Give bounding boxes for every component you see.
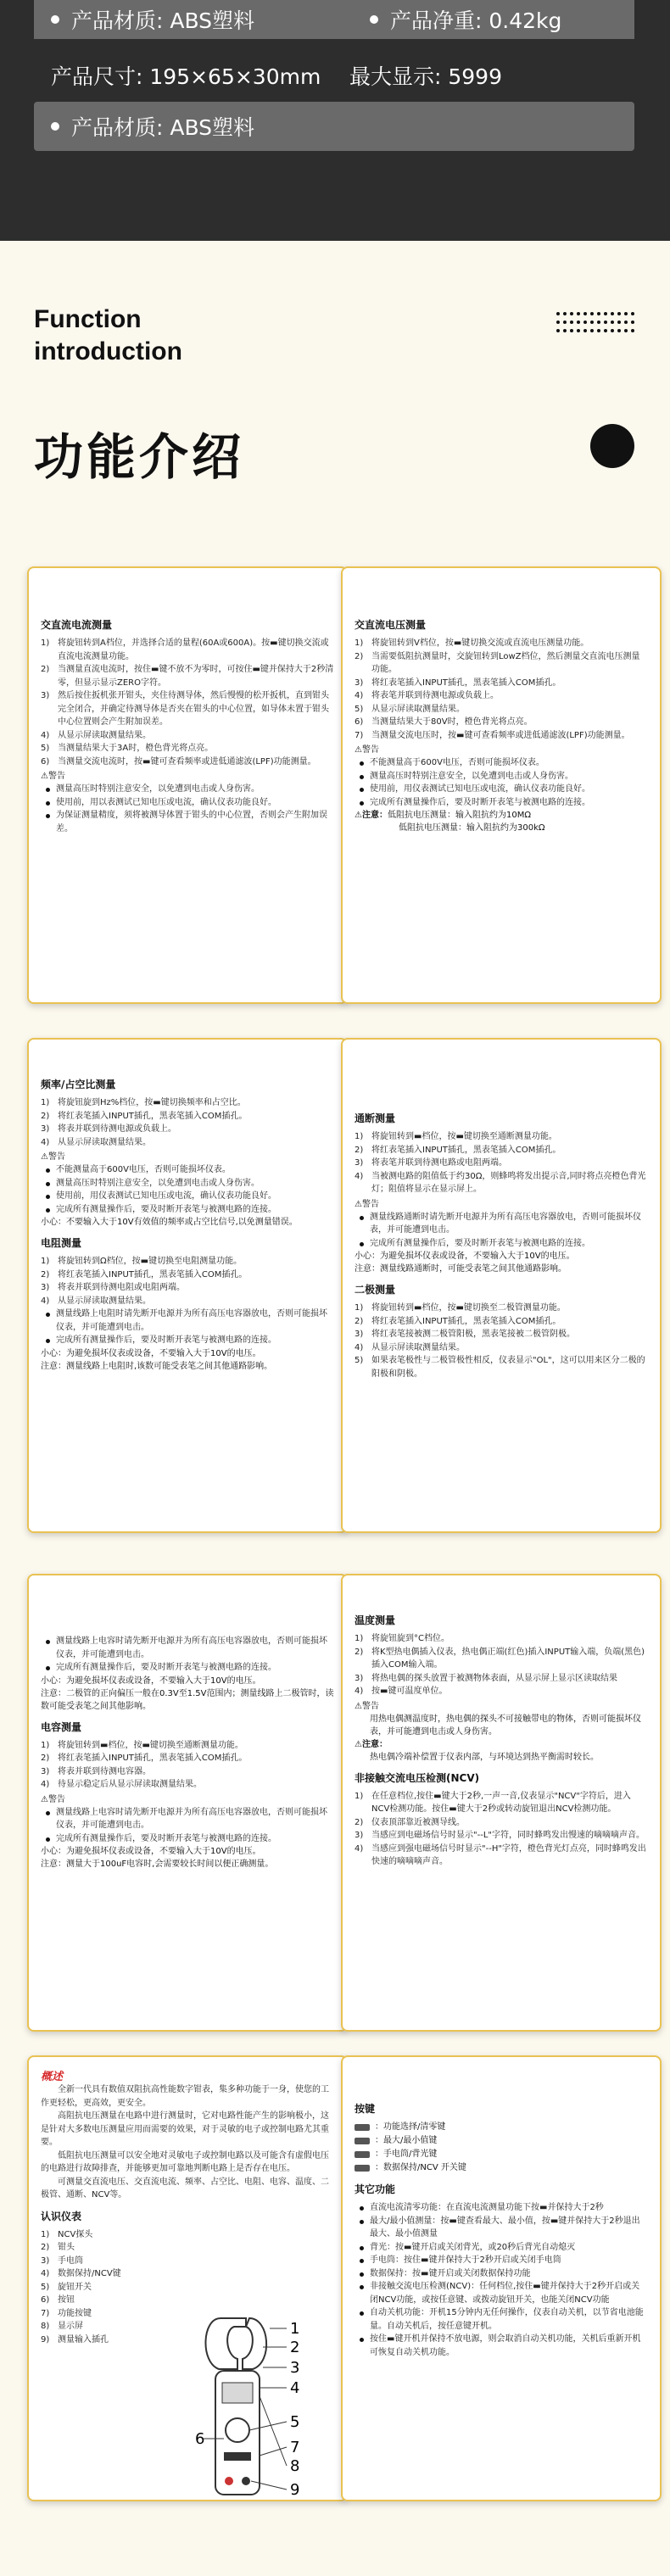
dot-icon <box>624 312 628 315</box>
warning-list <box>41 1308 334 1347</box>
callout-number: 8 <box>290 2457 300 2475</box>
caution-note: 小心：为避免损坏仪表或设备，不要输入大于10V的电压。 <box>355 1252 575 1261</box>
paragraph: 可测量交直流电压、交直流电流、频率、占空比、电阻、电容、温度、二极管、通断、NCV等。 <box>41 2177 329 2200</box>
dot-icon <box>624 329 628 332</box>
paragraph: 低阻抗电压测量可以安全地对灵敏电子或控制电路以及可能含有虚假电压的电路进行故障排查，并能够更加可靠地判断电路上是否存在电压。 <box>41 2150 329 2173</box>
list-item: 4) 当被测电路的阻值低于约30Ω，则蜂鸣将发出提示音,同时将点亮橙色背光灯；阻值将显示在显示屏上。 <box>355 1171 646 1194</box>
warning-label: ⚠警告 <box>41 1152 65 1162</box>
bullet-icon <box>51 122 59 131</box>
list-item: 不能测量高于600V电压，否则可能损坏仪表。 <box>355 756 648 770</box>
key-icon <box>355 2165 370 2172</box>
list-item: 1) 将旋钮转到A档位，并选择合适的量程(60A或600A)。按▬键切换交流或直流电流测量功能。 <box>41 638 329 661</box>
dot-icon <box>590 312 594 315</box>
list-item: 5) 当测量结果大于3A时，橙色背光将点亮。 <box>41 744 214 753</box>
warning-text: 用热电偶测温度时，热电偶的探头不可接触带电的物体，否则可能损坏仪表，并可能遭到电击或人身伤害。 <box>370 1714 641 1737</box>
spec-max-display: 最大显示: 5999 <box>349 64 502 89</box>
bullet-icon <box>51 15 59 24</box>
list-item: 2) 将红表笔插入INPUT插孔，黑表笔插入COM插孔。 <box>41 1111 248 1121</box>
list-item: 测量高压时特别注意安全，以免遭到电击或人身伤害。 <box>41 1177 334 1190</box>
card-title: 电容测量 <box>41 1720 82 1733</box>
list-item: 5) 旋钮开关 <box>41 2282 92 2292</box>
card-title: 交直流电压测量 <box>355 619 427 631</box>
step-list <box>41 1739 334 1792</box>
warning-list <box>355 1211 648 1251</box>
dot-icon <box>556 312 560 315</box>
caution-note: 小心：为避免损坏仪表或设备，不要输入大于10V的电压。 <box>41 1847 261 1856</box>
list-item: 1) 将旋钮转到▬档位，按▬键切换至通断测量功能。 <box>355 1132 557 1141</box>
list-item: 1) 将旋钮转到▬档位，按▬键切换至通断测量功能。 <box>41 1740 243 1750</box>
list-item: 自动关机功能：开机15分钟内无任何操作，仪表自动关机，以节省电池能量。自动关机后，按任意键开机。 <box>355 2306 648 2333</box>
dot-icon <box>631 312 634 315</box>
dot-icon <box>583 312 587 315</box>
warning-list <box>355 756 648 809</box>
warning-label: ⚠警告 <box>41 772 65 781</box>
warning-label: ⚠警告 <box>355 1701 379 1711</box>
dot-icon <box>597 329 600 332</box>
list-item: 2) 将红表笔插入INPUT插孔，黑表笔插入COM插孔。 <box>355 1145 561 1155</box>
note-text: 热电偶冷端补偿置于仪表内部，与环境达到热平衡需时较长。 <box>370 1752 599 1762</box>
note: 注意：测量大于100uF电容时,会需要较长时间以便正确测量。 <box>41 1860 274 1869</box>
note: 注意：测量线路上电阻时,该数可能受表笔之间其他通路影响。 <box>41 1361 273 1371</box>
callout-number: 7 <box>290 2439 300 2456</box>
dot-icon <box>556 321 560 324</box>
list-item: 5) 从显示屏读取测量结果。 <box>355 704 465 714</box>
list-item: 2) 当需要低阻抗测量时，交旋钮转到LowZ档位，然后测量交直流电压测量功能。 <box>355 651 640 674</box>
key-row: ：数据保持/NCV 开关键 <box>355 2161 648 2175</box>
list-item: 2) 当测量直流电流时，按住▬键不放不为零时，可按住▬键并保持大于2秒清零，但显示显示ZERO字符。 <box>41 665 334 688</box>
key-icon <box>355 2151 370 2158</box>
card-continuity <box>341 1038 662 1533</box>
overview-title: 概述 <box>41 2071 64 2083</box>
feature-list <box>355 2201 648 2359</box>
spec-row-1 <box>34 0 634 39</box>
warning-icon: ⚠ <box>355 1739 362 1749</box>
list-item: 数据保持：按▬键开启或关闭数据保持功能 <box>355 2267 648 2281</box>
note: 注意：二极管的正向偏压一般在0.3V至1.5V范围内；测量线路上二极管时，读数可能受表笔之间其他影响。 <box>41 1688 334 1711</box>
caution-note: 小心：为避免损坏仪表或设备，不要输入大于10V的电压。 <box>41 1676 261 1686</box>
warning-list <box>41 1163 334 1216</box>
key-row: ：功能选择/清零键 <box>355 2121 648 2134</box>
card-overview <box>27 2055 348 2501</box>
warning-label: ⚠警告 <box>355 1199 379 1209</box>
list-item: 1) 将旋钮转到Ω档位，按▬键切换至电阻测量功能。 <box>41 1257 243 1266</box>
list-item: 背光：按▬键开启或关闭背光，或20秒后背光自动熄灭 <box>355 2241 648 2255</box>
list-item: 7) 功能按键 <box>41 2308 92 2318</box>
dot-icon <box>631 329 634 332</box>
card-current <box>27 566 348 1004</box>
list-item: 2) 钳头 <box>41 2243 75 2252</box>
list-item: 1) 在任意档位,按住▬键大于2秒,一声一音,仪表显示"NCV"字符后，进入NCV检测功能。按住▬键大于2秒或转动旋钮退出NCV检测功能。 <box>355 1791 631 1814</box>
card-capacitance <box>27 1574 348 2032</box>
dot-icon <box>577 329 580 332</box>
dot-grid-decoration <box>556 312 638 337</box>
card-title: 频率/占空比测量 <box>41 1079 116 1090</box>
dot-icon <box>556 329 560 332</box>
dot-icon <box>590 329 594 332</box>
dot-icon <box>597 321 600 324</box>
list-item: 6) 按钮 <box>41 2295 75 2305</box>
dot-icon <box>570 329 573 332</box>
list-item: 1) NCV探头 <box>41 2229 93 2239</box>
list-item: 按住▬键开机并保持不放电源，则会取消自动关机功能，关机后重新开机可恢复自动关机功能。 <box>355 2333 648 2359</box>
dot-icon <box>617 312 621 315</box>
dot-icon <box>611 329 614 332</box>
section-title: 其它功能 <box>355 2183 396 2195</box>
list-item: 非接触交流电压检测(NCV)：任何档位,按住▬键并保持大于2秒开启或关闭NCV功能，或按任意键、或拨动旋钮开关，也能关闭NCV功能 <box>355 2280 648 2306</box>
warning-icon: ⚠ <box>355 745 362 755</box>
list-item: 测量线路上电阻时请先断开电源并为所有高压电容器放电，否则可能损坏仪表，并可能遭到电击。 <box>41 1308 334 1334</box>
dot-icon <box>563 312 567 315</box>
callout-number: 1 <box>290 2320 300 2338</box>
dot-icon <box>583 321 587 324</box>
list-item: 为保证测量精度，须将被测导体置于钳头的中心位置，否则会产生附加误差。 <box>41 809 334 835</box>
list-item: 4) 从显示屏读取测量结果。 <box>41 1137 151 1147</box>
step-list <box>355 1302 648 1380</box>
list-item: 4) 将表笔并联到待测电源或负载上。 <box>355 691 499 700</box>
note: 低阻抗电压测量：输入阻抗约为300kΩ <box>399 823 545 833</box>
paragraph: 全新一代具有数值双阻抗高性能数字钳表，集多种功能于一身，使您的工作更轻松，更高效，更安全。 <box>41 2085 329 2108</box>
dot-icon <box>604 312 607 315</box>
note: ⚠注意：低阻抗电压测量：输入阻抗约为10MΩ <box>355 811 531 820</box>
dot-icon <box>577 312 580 315</box>
spec-material-2: 产品材质: ABS塑料 <box>71 115 255 140</box>
list-item: 测量高压时特别注意安全，以免遭到电击或人身伤害。 <box>41 783 334 796</box>
dot-icon <box>563 329 567 332</box>
list-item: 测量线路通断时请先断开电源并为所有高压电容器放电，否则可能损坏仪表，并可能遭到电击。 <box>355 1211 648 1237</box>
spec-row-2 <box>34 54 634 97</box>
list-item: 1) 将旋钮转到V档位，按▬键切换交流或直流电压测量功能。 <box>355 638 589 648</box>
callout-number: 5 <box>290 2413 300 2431</box>
list-item: 3) 将表并联到待测电源或负载上。 <box>41 1124 176 1134</box>
list-item: 测量线路上电容时请先断开电源并为所有高压电容器放电，否则可能损坏仪表，并可能遭到电击。 <box>41 1635 334 1661</box>
warning-list <box>41 783 334 835</box>
card-title: 温度测量 <box>355 1614 396 1626</box>
list-item: 4) 数据保持/NCV键 <box>41 2269 121 2278</box>
list-item: 5) 如果表笔极性与二极管极性相反，仪表显示"OL"，这可以用来区分二极的阳极和阴极。 <box>355 1356 645 1379</box>
step-list <box>355 1790 648 1869</box>
callout-number: 3 <box>290 2359 300 2377</box>
clamp-meter-diagram <box>195 2311 339 2498</box>
callout-number: 2 <box>290 2339 300 2356</box>
note: 注意：测量线路通断时，可能受表笔之间其他通路影响。 <box>355 1264 567 1274</box>
section-title: 二极测量 <box>355 1284 396 1296</box>
dot-icon <box>631 321 634 324</box>
dot-icon <box>590 321 594 324</box>
list-item: 7) 当测量交流电压时，按▬键可查看频率或进低通滤波(LPF)功能测量。 <box>355 730 630 740</box>
list-item: 3) 将红表笔插入INPUT插孔，黑表笔插入COM插孔。 <box>355 677 561 688</box>
list-item: 1) 将旋钮旋到°C档位。 <box>355 1634 449 1643</box>
card-title: 按键 <box>355 2103 376 2115</box>
list-item: 8) 显示屏 <box>41 2322 83 2331</box>
list-item: 4) 按▬键可温度单位。 <box>355 1687 448 1696</box>
step-list <box>355 637 648 742</box>
warning-icon: ⚠ <box>41 1794 48 1804</box>
spec-row-3 <box>34 102 634 151</box>
list-item: 完成所有测量操作后，要及时断开表笔与被测电路的连接。 <box>41 1203 334 1217</box>
warning-icon: ⚠ <box>355 1199 362 1209</box>
warning-icon: ⚠ <box>355 811 362 820</box>
list-item: 2) 仪表顶部靠近被测导线。 <box>355 1817 465 1827</box>
warning-label: ⚠警告 <box>355 745 379 755</box>
list-item: 3) 将表笔并联到待测电路或电阻两端。 <box>355 1158 507 1168</box>
dot-icon <box>563 321 567 324</box>
bullet-icon <box>370 15 378 24</box>
list-item: 完成所有测量操作后，要及时断开表笔与被测电路的连接。 <box>355 796 648 810</box>
key-row: ：最大/最小值键 <box>355 2134 648 2148</box>
list-item: 完成所有测量操作后，要及时断开表笔与被测电路的连接。 <box>41 1832 334 1846</box>
dot-icon <box>617 329 621 332</box>
step-list <box>355 1130 648 1196</box>
paragraph: 高阻抗电压测量在电路中进行测量时，它对电路性能产生的影响极小，这是针对大多数电压测量应用而需要的效果，对于灵敏的电子或控制电路尤其重要。 <box>41 2111 329 2147</box>
card-frequency <box>27 1038 348 1533</box>
spec-banner <box>0 0 670 241</box>
dot-icon <box>604 321 607 324</box>
list-item: 最大/最小值测量：按▬键查看最大、最小值，按▬键并保持大于2秒退出最大、最小值测量 <box>355 2215 648 2241</box>
warning-list <box>41 1635 334 1675</box>
list-item: 3) 当感应到电磁场信号时显示"--L"字符，同时蜂鸣发出慢速的嘀嘀嘀声音。 <box>355 1831 645 1840</box>
list-item: 4) 从显示屏读取测量结果。 <box>41 730 151 740</box>
key-icon <box>355 2138 370 2144</box>
dot-icon <box>570 321 573 324</box>
list-item: 使用前，用仪表测试已知电压或电流，确认仪表功能良好。 <box>355 783 648 796</box>
warning-icon: ⚠ <box>41 1152 48 1162</box>
card-keys <box>341 2055 662 2501</box>
list-item: 6) 当测量结果大于80V时，橙色背光将点亮。 <box>355 717 533 727</box>
section-title: 认识仪表 <box>41 2210 82 2222</box>
warning-label: ⚠警告 <box>41 1794 65 1804</box>
callout-number: 6 <box>195 2430 205 2448</box>
card-title: 通断测量 <box>355 1112 396 1124</box>
step-list <box>41 1096 334 1149</box>
callout-number: 9 <box>290 2481 300 2498</box>
warning-icon: ⚠ <box>41 772 48 781</box>
caution-note: 小心：为避免损坏仪表或设备，不要输入大于10V的电压。 <box>41 1348 261 1358</box>
list-item: 2) 将红表笔插入INPUT插孔，黑表笔插入COM插孔。 <box>41 1754 248 1763</box>
list-item: 3) 将红表笔接被测二极管阳极，黑表笔接被二极管阴极。 <box>355 1330 575 1339</box>
list-item: 9) 测量输入插孔 <box>41 2334 109 2345</box>
list-item: 3) 将表并联到待测电容器。 <box>41 1766 151 1776</box>
list-item: 2) 将红表笔插入INPUT插孔，黑表笔插入COM插孔。 <box>355 1316 561 1326</box>
list-item: 4) 从显示屏读取测量结果。 <box>355 1342 465 1352</box>
section-title: 非接触交流电压检测(NCV) <box>355 1771 480 1784</box>
note: ⚠注意： <box>355 1739 388 1749</box>
list-item: 完成所有测量操作后，要及时断开表笔与被测电路的连接。 <box>41 1661 334 1675</box>
step-list <box>355 1632 648 1698</box>
list-item: 1) 将旋钮转到▬档位，按▬键切换至二极管测量功能。 <box>355 1303 566 1313</box>
list-item: 1) 将旋钮旋到Hz%档位，按▬键切换频率和占空比。 <box>41 1098 246 1107</box>
dot-icon <box>604 329 607 332</box>
warning-list <box>41 1806 334 1846</box>
warning-icon: ⚠ <box>355 1701 362 1711</box>
list-item: 测量线路上电容时请先断开电源并为所有高压电容器放电，否则可能损坏仪表，并可能遭到电击。 <box>41 1806 334 1832</box>
spec-material: 产品材质: ABS塑料 <box>71 8 255 33</box>
step-list <box>41 1255 334 1308</box>
list-item: 2) 将K型热电偶插入仪表，热电偶正端(红色)插入INPUT输入端，负端(黑色)插入COM输入端。 <box>355 1647 645 1670</box>
list-item: 3) 将表并联到待测电阻或电阻两端。 <box>41 1283 185 1292</box>
callout-number: 4 <box>290 2379 300 2397</box>
dot-icon <box>583 329 587 332</box>
key-icon <box>355 2124 370 2131</box>
spec-size: 产品尺寸: 195×65×30mm <box>51 64 321 89</box>
section-title: 电阻测量 <box>41 1237 82 1249</box>
parts-list <box>41 2228 193 2347</box>
list-item: 4) 待显示稳定后从显示屏读取测量结果。 <box>41 1780 202 1789</box>
circle-decoration <box>590 424 634 468</box>
card-voltage <box>341 566 662 1004</box>
dot-icon <box>611 312 614 315</box>
list-item: 直流电流清零功能：在直流电流测量功能下按▬并保持大于2秒 <box>355 2201 648 2215</box>
list-item: 测量高压时特别注意安全，以免遭到电击或人身伤害。 <box>355 770 648 783</box>
list-item: 手电筒：按住▬键并保持大于2秒开启或关闭手电筒 <box>355 2254 648 2267</box>
list-item: 完成所有测量操作后，要及时断开表笔与被测电路的连接。 <box>41 1334 334 1347</box>
list-item: 6) 当测量交流电流时，按▬键可查看频率或进低通滤波(LPF)功能测量。 <box>41 756 316 767</box>
card-temperature <box>341 1574 662 2032</box>
step-list <box>41 637 334 768</box>
heading-chinese: 功能介绍 <box>34 428 245 486</box>
list-item: 3) 手电筒 <box>41 2255 83 2266</box>
dot-icon <box>577 321 580 324</box>
heading-en-line-1: Function <box>34 305 142 333</box>
list-item: 3) 将热电偶的探头放置于被测物体表面，从显示屏上显示区读取结果 <box>355 1673 617 1683</box>
dot-icon <box>624 321 628 324</box>
list-item: 使用前，用以表测试已知电压或电流，确认仪表功能良好。 <box>41 796 334 810</box>
list-item: 2) 将红表笔插入INPUT插孔，黑表笔插入COM插孔。 <box>41 1269 248 1280</box>
dot-icon <box>617 321 621 324</box>
card-title: 交直流电流测量 <box>41 619 113 631</box>
heading-en-line-2: introduction <box>34 337 182 365</box>
list-item: 3) 然后按住扳机张开钳头，夹住待测导体，然后慢慢的松开扳机，直到钳头完全闭合，并确定待测导体是否夹在钳头的中心位置，如导体未置于钳头中心位置则会产生附加误差。 <box>41 691 329 727</box>
list-item: 使用前，用仪表测试已知电压或电流，确认仪表功能良好。 <box>41 1190 334 1203</box>
dot-icon <box>597 312 600 315</box>
dot-icon <box>611 321 614 324</box>
key-row: ：手电筒/背光键 <box>355 2148 648 2161</box>
spec-weight: 产品净重: 0.42kg <box>390 8 562 33</box>
list-item: 完成所有测量操作后，要及时断开表笔与被测电路的连接。 <box>355 1237 648 1251</box>
list-item: 4) 当感应到强电磁场信号时显示"--H"字符，橙色背光灯点亮，同时蜂鸣发出快速的嘀嘀嘀声音。 <box>355 1843 646 1866</box>
dot-icon <box>570 312 573 315</box>
caution-note: 小心：不要输入大于10V有效值的频率或占空比信号,以免测量错误。 <box>41 1218 298 1227</box>
list-item: 不能测量高于600V电压，否则可能损坏仪表。 <box>41 1163 334 1177</box>
list-item: 4) 从显示屏读取测量结果。 <box>41 1296 151 1306</box>
heading-english <box>34 304 182 368</box>
